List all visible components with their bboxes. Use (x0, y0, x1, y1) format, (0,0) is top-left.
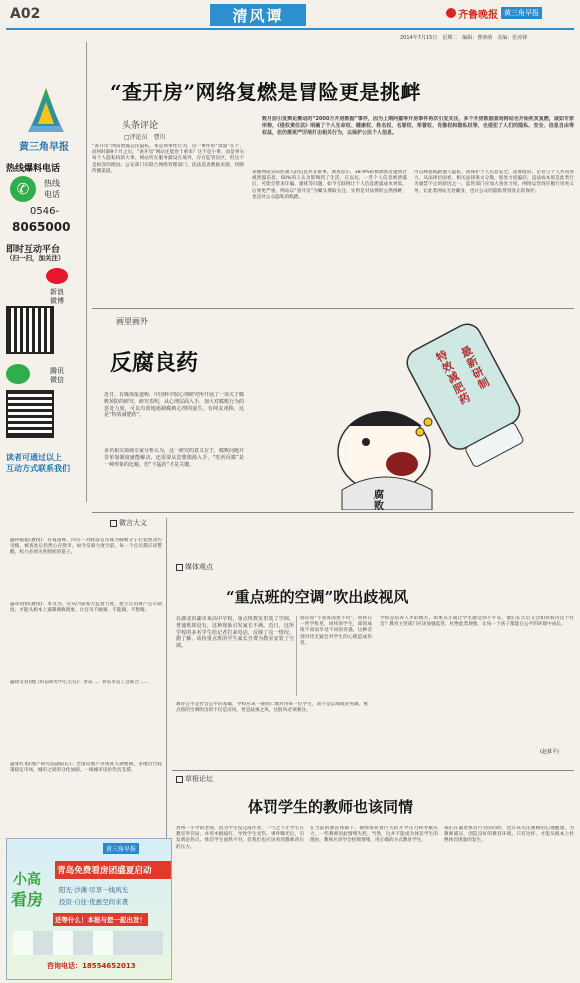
brand-icon (446, 8, 456, 18)
main-headline: “查开房”网络复燃是冒险更是挑衅 (110, 80, 422, 104)
weibo-post-1: @何振彪(教授)：有报道称，四川一对政法官员成为腐败分子后竟然贪污受贿，被查处后仍然心存侥幸。如今反腐力度空前，每一个官员都应该警醒，权力必须关进制度的笼子。 (10, 538, 162, 556)
bottle-label-2: 最新研制 (458, 343, 492, 393)
cartoon-bottom-rule (92, 512, 574, 513)
ad-hotline (47, 961, 136, 971)
column-label: 头条评论 (122, 121, 159, 131)
interact-sub: （扫一扫，加关注） (6, 254, 65, 262)
bottle-label-1: 特效减肥药 (434, 348, 473, 408)
ad-line-2: 投资·自住·优惠空间来袭 (59, 898, 129, 906)
teacher-body-2: 在当前的教育体制下，教师承担着巨大的升学压力和考核压力，一些教师因此情绪失控。当然，这并不能成为体罚学生的理由，教师应该学会控制情绪，用正确的方式教育学生。 (310, 826, 438, 844)
weibo-post-3: @徐文君(澳门诉讼研究中心主任)：青岛二、青岛市总工会联合…… (10, 680, 149, 685)
page-number: A02 (10, 6, 41, 22)
classroom-quote: 俗话说“不患寡而患不均”，同样在一所学校里，同样的学生，却因成绩不同而享受不同的待遇，这种差别对待无疑会对学生的心理造成伤害。 (296, 616, 372, 696)
belly-label: 腐败 (374, 490, 384, 512)
cartoon-caption: 近日，有媒体报道称，中国科学院心理研究所开展了一项关于腐败预防的研究，研究表明，从心理层面入手，加大对腐败行为的惩处力度，可以有效地遏制腐败心理的滋生。有网友戏称，这是“特效减肥药”。 (104, 392, 244, 419)
main-col-2: 掌握网站实际控制人的信息并非难事，调查显示，38.9%的被调查者遭到过被泄露信息，60%的人认为影响到了生活。在以往，一些个人信息被泄露后，可能会带来诈骗、骚扰等问题，如今互联网让个人信息泄露成本更低、后果更严重。网站以“查开房”为噱头博取关注，实则是对法律的公然挑衅，也是对公众隐私的践踏。 (252, 170, 407, 200)
phone-number: 8065000 (12, 220, 71, 234)
ad-left-1: 小高 (13, 872, 41, 888)
cartoon-caption-2: 多名相关领域专家分析认为，这一研究的意义在于，腐败问题并非单靠制度就能解决，还需要从思想根源入手，“吃药反腐”是一种形象的比喻，但“下猛药”才是关键。 (104, 448, 244, 468)
section-title: 清风谭 (232, 7, 284, 25)
ad-left-2: 看房 (11, 890, 44, 909)
ad-line-1: 阳光·沙滩·尽享一线风光 (59, 886, 129, 894)
weibo-divider (166, 518, 167, 838)
ad-brand-tag: 黄三角早报 (103, 843, 139, 854)
ad-banner-title: 青岛免费看房团盛夏启动 (55, 861, 171, 879)
classroom-lead: 在湖北洪湖市某高中学校，重点班教室里装了空调，普通班却没有，这种现象引发家长不满。近日，这所学校的多名学生给记者打来电话，反映了这一情况。据了解，该校重点班的学生家长自费为教室安装了空调。 (176, 616, 294, 650)
teacher-tag: 草根论坛 (176, 774, 213, 784)
hotline-title: 热线爆料电话 (6, 164, 61, 174)
brand-sub: 黄三角早报 (501, 7, 542, 19)
cartoon-illustration (252, 314, 574, 510)
weibo-label-2: 微博 (50, 297, 64, 305)
brand-name: 齐鲁晚报 (458, 9, 498, 21)
classroom-tag: 媒体观点 (176, 562, 213, 572)
phone-label-2: 电话 (44, 190, 60, 199)
wechat-label-1: 腾讯 (50, 367, 64, 375)
classroom-bottom-rule (172, 770, 574, 771)
cartoon-title: 反腐良药 (110, 350, 199, 376)
ad-banner[interactable] (6, 838, 172, 980)
classroom-body: 教育公平是社会公平的基础，学校应该一视同仁地对待每一位学生，而不是以成绩论英雄。重点班的空调吹出的不仅是凉风，更是歧视之风，这股风必须刹住。 (176, 702, 368, 714)
teacher-body-1: 贵州一小学的老师，因为学生没完成作业，一气之下让学生在教室外罚站，并用木棍殴打，导致学生受伤。事件曝光后，引发舆论热议。体罚学生固然不对，但我们也应该看到教师背后的压力。 (176, 826, 304, 850)
logo-graphic (24, 86, 68, 138)
weibo-icon (46, 268, 68, 284)
wechat-label-2: 微信 (50, 376, 64, 384)
phone-icon: ✆ (10, 176, 36, 202)
sidebar-footer-2: 互动方式联系我们 (6, 464, 70, 473)
main-lead: 数月前引发舆论震动的“2000万开房数据”事件，因为上期阿嘉等开房事件再次引发关注，多个开房数据查询网站也开始死灰复燃，诚如专家所称，《侵权责任法》明确了个人生命权、健康权、姓名权、名誉权、荣誉权、肖像权和隐私权等，也侵犯了人们的隐私、安全、信息自由等权益，但仍需更严厉地打击相关行为，以保护公民个人信息。 (262, 116, 574, 136)
main-bottom-rule (92, 308, 574, 309)
wechat-icon (6, 364, 30, 384)
weibo-qr-code[interactable] (8, 308, 52, 352)
teacher-body-3: 我们在谴责体罚行为的同时，也应该关注教师的心理健康，为教师减压，创造良好的教育环境。只有这样，才能从根本上杜绝体罚现象的发生。 (444, 826, 574, 844)
main-col-3: 可以肆意践踏他人隐私，而保护个人信息安全，需要政府、企业与个人共同努力。从法律层面看，相关法律条文分散，惩处力度偏轻，违法成本低是此类行为屡禁不止的原因之一。监管部门应加大查处力度，网络运营商应履行审查义务，让此类网站无处藏身，也让公众的隐私得到真正的保护。 (414, 170, 574, 194)
weibo-label-1: 新浪 (50, 288, 64, 296)
logo-name: 黄三角早报 (19, 142, 69, 153)
ad-hotline-number: 18554652013 (82, 962, 136, 970)
cartoon-drawing (252, 314, 574, 510)
phone-label-1: 热线 (44, 179, 60, 188)
sidebar-footer-1: 读者可通过以上 (6, 453, 62, 462)
ad-house-illustration (13, 931, 163, 955)
brand-logo (446, 6, 542, 20)
weibo-post-4: @张红旭(地产研究院副院长)：全国房地产市场进入调整期，多地出台政策稳定市场，城市之间的分化加剧，一线城市房价仍具支撑。 (10, 762, 162, 774)
interact-title: 即时互动平台 (6, 245, 61, 255)
byline: □评论员 曹川 (124, 134, 166, 141)
header-rule (6, 28, 574, 30)
sidebar (6, 42, 82, 502)
classroom-body-2: 学校是培养人才的地方，如果从小就让学生感受到不平等，他们长大后又会如何看待这个社会？教育主管部门应该加强监管，杜绝此类现象，让每一个孩子都能在公平的环境中成长。 (380, 616, 574, 628)
teacher-headline: 体罚学生的教师也该同情 (248, 798, 414, 816)
classroom-author: (赵慕平) (540, 749, 559, 755)
date-line: 2014年7月15日 星期二 编辑：曹萌萌 美编：张涛锋 (400, 35, 528, 41)
classroom-headline: “重点班的空调”吹出歧视风 (226, 588, 409, 606)
main-col-1: “查开房”网站泄露公民隐私，本是刑事性行为，这一事件的“余波”在于，而何时隔9个月之后，“查开房”网站还能卷土重来？这不是小事，而是事关每个人隐私权的大事。网站所在服务器设在境外，存在监管盲区，但这不是纵容的理由。公安部门应联合网络管理部门，依法追查数据来源，切断传播渠道。 (92, 144, 244, 174)
weibo-post-2: @章剑恒(教授)：本文为，应从内部加大监督力度，建立官员财产公示制度，才能从根本上遏制腐败现象，让官员不敢腐、不能腐、不想腐。 (10, 602, 162, 614)
cartoon-tag: 画里画外 (116, 317, 148, 326)
wechat-qr-code[interactable] (8, 392, 52, 436)
weibo-section-tag: 微言大义 (110, 518, 147, 528)
ad-hotline-label: 咨询电话： (47, 962, 82, 970)
sidebar-divider (86, 42, 87, 502)
ad-line-3: 还等什么！本报与您一起出发！ (53, 913, 148, 926)
phone-area: 0546- (30, 206, 60, 217)
